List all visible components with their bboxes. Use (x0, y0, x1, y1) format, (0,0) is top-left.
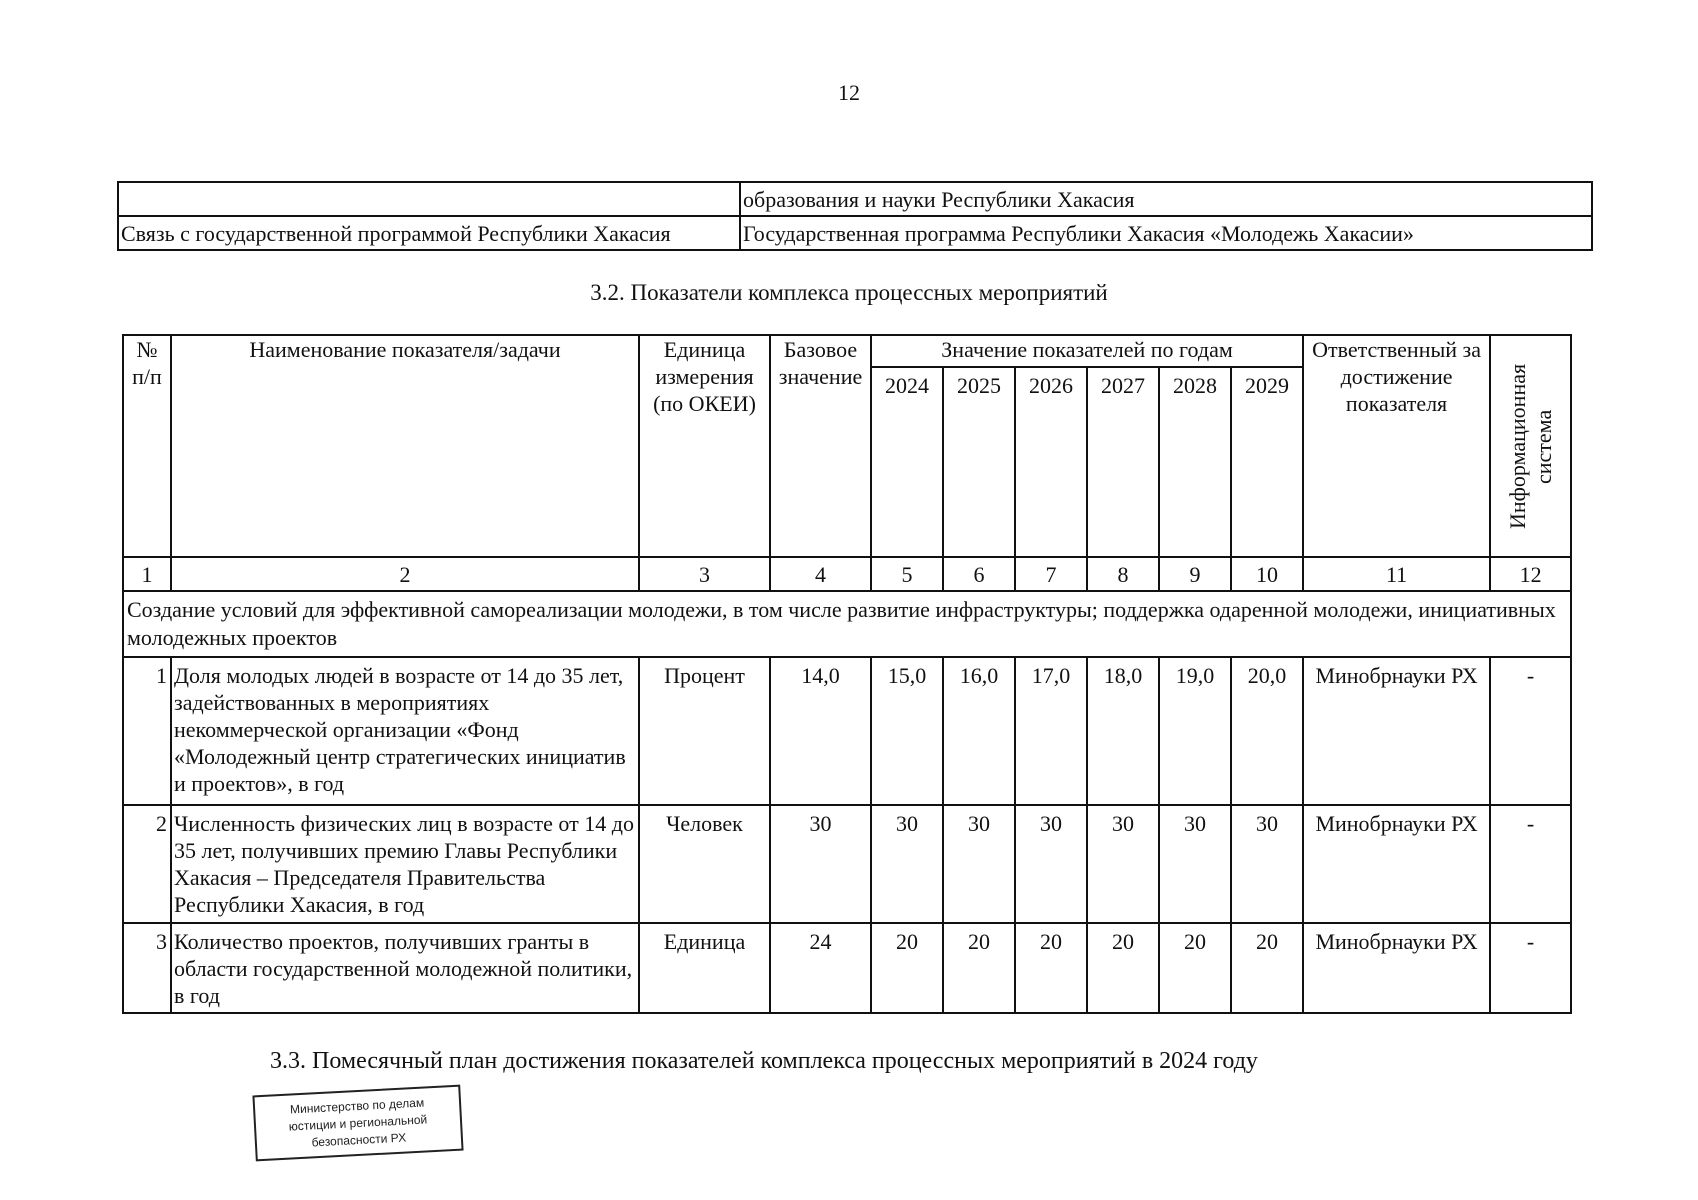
page-number: 12 (838, 80, 860, 105)
section-3-2-title: 3.2. Показатели комплекса процессных мероприятий (590, 280, 1108, 305)
row-value-2029: 20,0 (1231, 657, 1303, 805)
row-value-2027: 18,0 (1087, 657, 1159, 805)
row-base: 14,0 (770, 657, 871, 805)
section-3-3-title: 3.3. Помесячный план достижения показателей комплекса процессных мероприятий в 2024 году (270, 1048, 1258, 1074)
row-value-2027: 20 (1087, 923, 1159, 1013)
row-base: 30 (770, 805, 871, 923)
row-name: Количество проектов, получивших гранты в области государственной молодежной политики, в год (171, 923, 639, 1013)
stamp-line: юстиции и региональной (288, 1112, 428, 1134)
column-number: 4 (770, 557, 871, 591)
row-value-2025: 16,0 (943, 657, 1015, 805)
row-num: 3 (123, 923, 171, 1013)
indicators-table (122, 334, 1572, 1014)
program-link-label: Связь с государственной программой Республики Хакасия (118, 216, 740, 250)
column-number: 10 (1231, 557, 1303, 591)
row-value-2026: 20 (1015, 923, 1087, 1013)
header-years-group: Значение показателей по годам (871, 335, 1303, 367)
header-base: Базовое значение (770, 335, 871, 557)
ministry-stamp (252, 1085, 463, 1162)
column-number: 6 (943, 557, 1015, 591)
row-value-2024: 15,0 (871, 657, 943, 805)
row-unit: Единица (639, 923, 770, 1013)
row-base: 24 (770, 923, 871, 1013)
empty-cell (118, 182, 740, 216)
row-num: 1 (123, 657, 171, 805)
row-value-2027: 30 (1087, 805, 1159, 923)
task-text: Создание условий для эффективной самореализации молодежи, в том числе развитие инфраструктуры; поддержка одаренной молодежи, инициативных молодежных проектов (123, 591, 1571, 657)
row-num: 2 (123, 805, 171, 923)
header-num: № п/п (123, 335, 171, 557)
column-number: 3 (639, 557, 770, 591)
header-info-system-cell (1490, 335, 1571, 557)
column-number: 12 (1490, 557, 1571, 591)
program-link-table (117, 181, 1593, 251)
column-number: 5 (871, 557, 943, 591)
row-value-2028: 20 (1159, 923, 1231, 1013)
row-unit: Процент (639, 657, 770, 805)
header-year-2029: 2029 (1231, 367, 1303, 557)
row-value-2028: 19,0 (1159, 657, 1231, 805)
column-number: 11 (1303, 557, 1490, 591)
curator-cell-continuation: образования и науки Республики Хакасия (740, 182, 1592, 216)
row-value-2029: 30 (1231, 805, 1303, 923)
row-value-2026: 17,0 (1015, 657, 1087, 805)
column-numbers-row (123, 557, 1571, 591)
header-year-2026: 2026 (1015, 367, 1087, 557)
table-row (123, 805, 1571, 923)
row-unit: Человек (639, 805, 770, 923)
header-info-system: Информационная система (1504, 363, 1556, 529)
program-link-value: Государственная программа Республики Хакасия «Молодежь Хакасии» (740, 216, 1592, 250)
header-year-2024: 2024 (871, 367, 943, 557)
column-number: 7 (1015, 557, 1087, 591)
row-responsible: Минобрнауки РХ (1303, 923, 1490, 1013)
row-value-2029: 20 (1231, 923, 1303, 1013)
row-value-2025: 20 (943, 923, 1015, 1013)
header-year-2027: 2027 (1087, 367, 1159, 557)
column-number: 8 (1087, 557, 1159, 591)
row-value-2026: 30 (1015, 805, 1087, 923)
task-row (123, 591, 1571, 657)
header-unit: Единица измерения (по ОКЕИ) (639, 335, 770, 557)
column-number: 9 (1159, 557, 1231, 591)
row-value-2024: 30 (871, 805, 943, 923)
row-value-2024: 20 (871, 923, 943, 1013)
table-row (123, 657, 1571, 805)
row-responsible: Минобрнауки РХ (1303, 805, 1490, 923)
row-value-2025: 30 (943, 805, 1015, 923)
header-responsible: Ответственный за достижение показателя (1303, 335, 1490, 557)
header-year-2028: 2028 (1159, 367, 1231, 557)
column-number: 1 (123, 557, 171, 591)
stamp-line: Министерство по делам (289, 1095, 425, 1117)
table-row (123, 923, 1571, 1013)
row-value-2028: 30 (1159, 805, 1231, 923)
header-name: Наименование показателя/задачи (171, 335, 639, 557)
row-info-system: - (1490, 805, 1571, 923)
stamp-line: безопасности РХ (311, 1130, 407, 1150)
row-name: Численность физических лиц в возрасте от 14 до 35 лет, получивших премию Главы Республики Хакасия – Председателя Правительства Республики Хакасия, в год (171, 805, 639, 923)
column-number: 2 (171, 557, 639, 591)
row-info-system: - (1490, 923, 1571, 1013)
header-year-2025: 2025 (943, 367, 1015, 557)
row-info-system: - (1490, 657, 1571, 805)
row-responsible: Минобрнауки РХ (1303, 657, 1490, 805)
row-name: Доля молодых людей в возрасте от 14 до 35 лет, задействованных в мероприятиях некоммерческой организации «Фонд «Молодежный центр стратегических инициатив и проектов», в год (171, 657, 639, 805)
